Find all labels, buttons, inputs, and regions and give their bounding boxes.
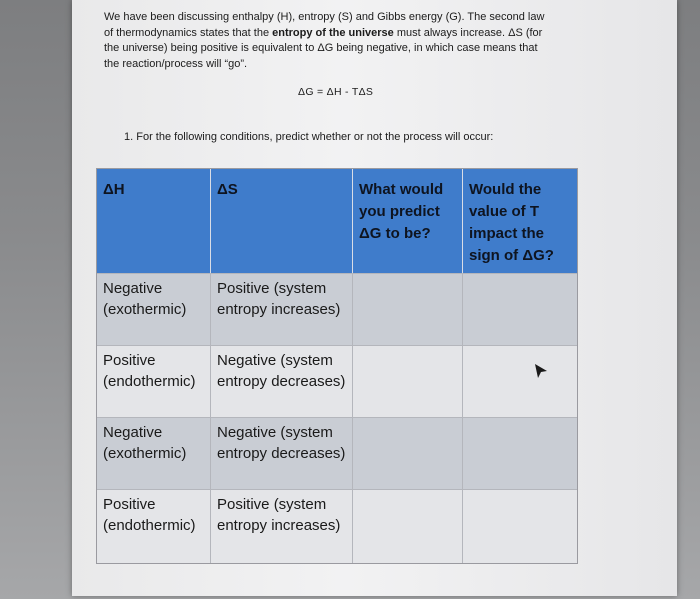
cell-t-impact[interactable] (463, 346, 577, 417)
intro-text-2: must always increase. ΔS (for the universe) being positive is equivalent to ΔG being negative, in which case means that the reaction/process will “go”. (104, 26, 543, 70)
intro-text-1: We have been discussing enthalpy (H), entropy (S) and Gibbs energy (G). The second law of thermodynamics states that the (104, 11, 545, 39)
table-row (97, 417, 577, 489)
cell-predict-dg[interactable] (353, 418, 463, 489)
table-row (97, 345, 577, 417)
header-t-impact: Would the value of T impact the sign of ΔG? (469, 181, 554, 264)
cell-delta-s: Negative (system entropy decreases) (211, 418, 353, 489)
cell-t-impact[interactable] (463, 418, 577, 489)
table-row (97, 489, 577, 563)
cell-t-impact[interactable] (463, 490, 577, 563)
question-1: 1. For the following conditions, predict whether or not the process will occur: (124, 131, 494, 143)
cell-delta-h: Negative (exothermic) (97, 418, 211, 489)
cell-delta-h: Positive (endothermic) (97, 490, 211, 563)
intro-bold-text: entropy of the universe (272, 26, 394, 39)
mouse-pointer-icon (534, 363, 548, 379)
cell-predict-dg[interactable] (353, 490, 463, 563)
worksheet-page (72, 0, 677, 596)
cell-delta-h: Negative (exothermic) (97, 274, 211, 345)
conditions-table (96, 168, 578, 564)
header-delta-s: ΔS (211, 169, 353, 273)
cell-predict-dg[interactable] (353, 274, 463, 345)
table-row (97, 273, 577, 345)
cell-t-impact[interactable] (463, 274, 577, 345)
cell-delta-h: Positive (endothermic) (97, 346, 211, 417)
header-delta-h: ΔH (97, 169, 211, 273)
table-header-row (97, 169, 577, 273)
gibbs-formula: ΔG = ΔH - TΔS (298, 86, 374, 98)
header-predict-dg: What would you predict ΔG to be? (353, 169, 463, 273)
intro-paragraph (104, 10, 554, 72)
cell-delta-s: Positive (system entropy increases) (211, 274, 353, 345)
cell-delta-s: Negative (system entropy decreases) (211, 346, 353, 417)
cell-predict-dg[interactable] (353, 346, 463, 417)
cell-delta-s: Positive (system entropy increases) (211, 490, 353, 563)
